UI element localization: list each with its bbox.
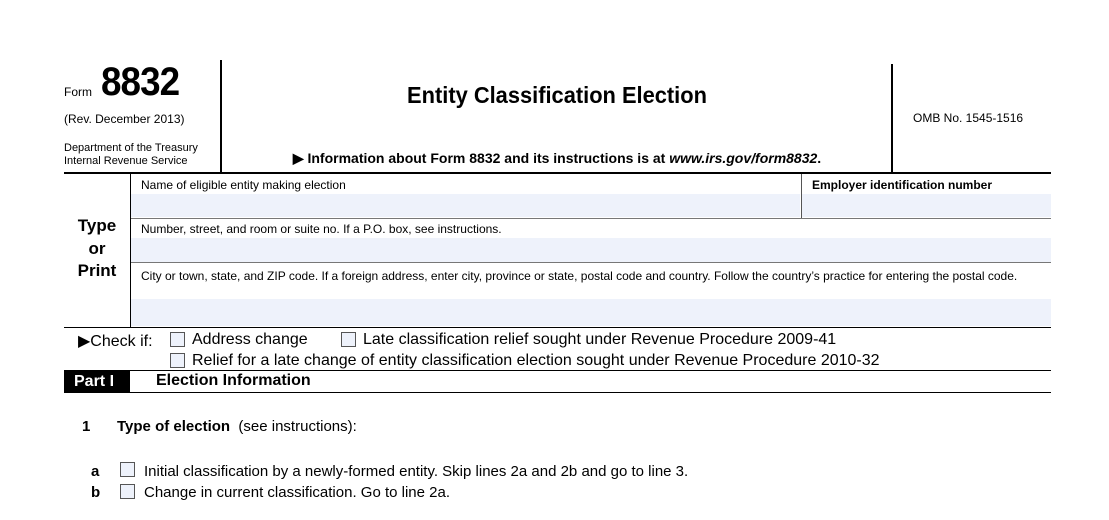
check-if-label: ▶Check if: [78, 333, 153, 350]
line1-label-rest: (see instructions): [230, 418, 357, 435]
initial-classification-label: Initial classification by a newly-formed entity. Skip lines 2a and 2b and go to line 3. [144, 463, 689, 480]
info-url-link[interactable]: www.irs.gov/form8832 [669, 150, 818, 166]
info-suffix: . [817, 150, 822, 166]
form-word: Form [64, 85, 92, 99]
line1-label-bold: Type of election [117, 418, 231, 435]
street-field [131, 219, 1051, 262]
form-number: 8832 [101, 60, 180, 104]
type-or-print-label [64, 174, 130, 327]
entity-name-input[interactable] [131, 194, 800, 217]
line-number: 1 [82, 418, 91, 435]
ein-field [801, 174, 1051, 218]
entity-name-field [131, 174, 800, 218]
form-title: Entity Classification Election [407, 82, 707, 108]
line1-label [117, 418, 357, 435]
part-title: Election Information [156, 372, 311, 389]
city-field [131, 263, 1051, 327]
initial-classification-checkbox[interactable] [120, 462, 135, 477]
side-label-or: or [88, 239, 106, 258]
revision-date: (Rev. December 2013) [64, 112, 185, 126]
late-classification-relief-checkbox[interactable] [341, 332, 356, 347]
divider [64, 370, 1051, 371]
change-classification-checkbox[interactable] [120, 484, 135, 499]
form-id-block [64, 60, 222, 173]
arrow-right-icon: ▶ [292, 150, 304, 166]
title-block [222, 64, 892, 173]
street-input[interactable] [131, 238, 1051, 262]
info-line [222, 150, 892, 167]
info-text: Information about Form 8832 and its instructions is at [307, 150, 670, 166]
address-change-checkbox[interactable] [170, 332, 185, 347]
entity-name-label: Name of eligible entity making election [141, 178, 346, 192]
city-input[interactable] [131, 299, 1051, 326]
side-label-type: Type [77, 216, 117, 235]
department-line1: Department of the Treasury [64, 142, 198, 154]
street-label: Number, street, and room or suite no. If a P.O. box, see instructions. [141, 222, 502, 236]
department [64, 142, 198, 168]
ein-label: Employer identification number [812, 178, 993, 192]
late-change-relief-checkbox[interactable] [170, 353, 185, 368]
omb-block [891, 64, 1051, 173]
change-classification-label: Change in current classification. Go to line 2a. [144, 484, 450, 501]
late-classification-relief-label: Late classification relief sought under Revenue Procedure 2009-41 [363, 331, 837, 348]
address-change-label: Address change [192, 331, 308, 348]
side-label-print: Print [77, 261, 117, 280]
late-change-relief-label: Relief for a late change of entity classification election sought under Revenue Procedure 2010-32 [192, 352, 880, 369]
city-label: City or town, state, and ZIP code. If a foreign address, enter city, province or state, postal code and country. Follow the country’s practice for entering the postal code. [141, 269, 1018, 283]
option-letter-b: b [91, 484, 101, 501]
ein-input[interactable] [802, 194, 1051, 217]
divider [64, 327, 1051, 328]
part-badge: Part I [64, 371, 130, 392]
option-letter-a: a [91, 463, 100, 480]
divider [64, 392, 1051, 393]
department-line2: Internal Revenue Service [64, 155, 188, 167]
omb-number: OMB No. 1545-1516 [913, 111, 1024, 125]
